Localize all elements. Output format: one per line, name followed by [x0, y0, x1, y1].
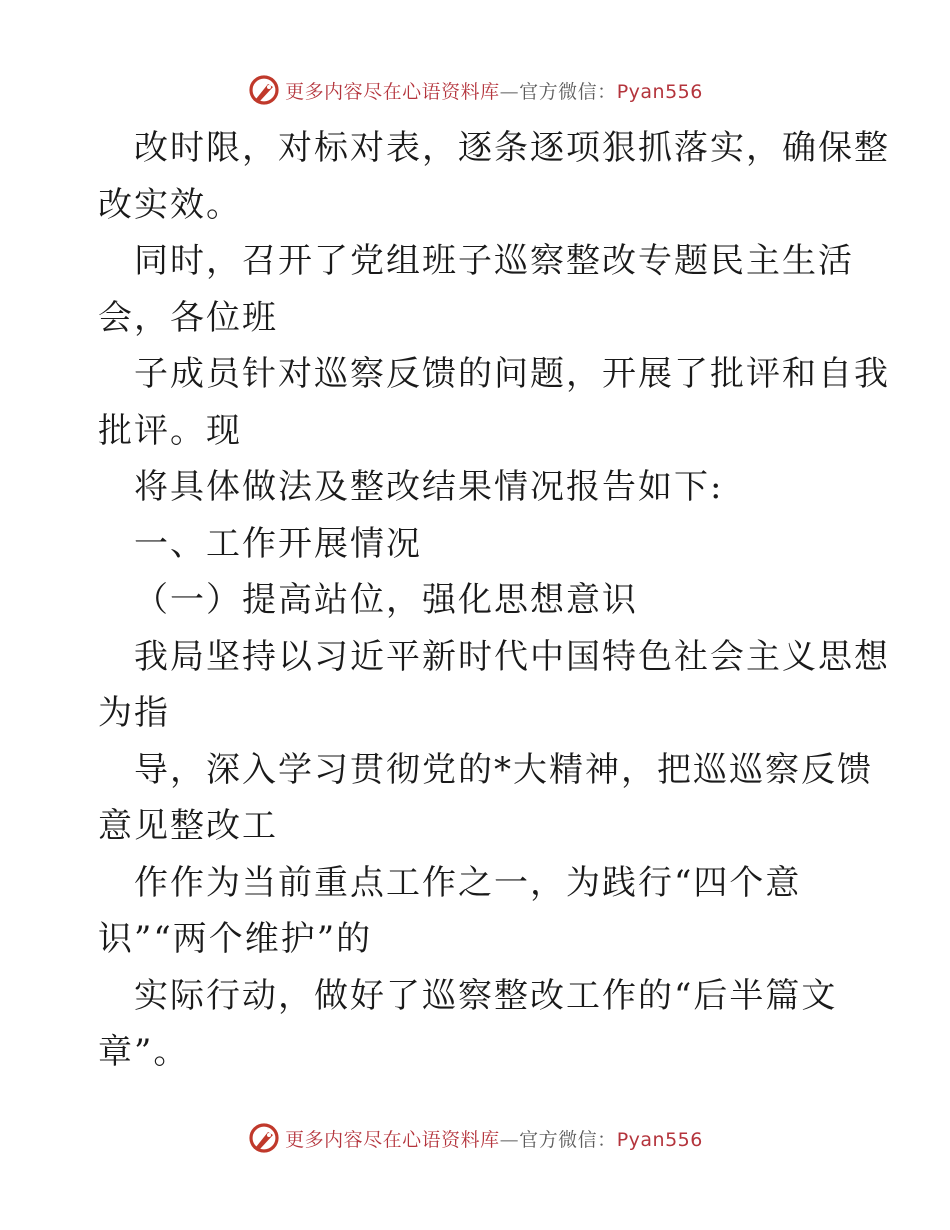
paragraph-line: 子成员针对巡察反馈的问题，开展了批评和自我 — [134, 354, 890, 394]
header-brand — [285, 77, 703, 104]
section-heading: 一、工作开展情况 — [134, 523, 422, 564]
document-body — [98, 120, 890, 1081]
subsection-heading: （一）提高站位，强化思想意识 — [134, 580, 638, 620]
header-brand-text: 更多内容尽在心语资料库 — [285, 80, 500, 103]
header-wechat-id: Pyan556 — [616, 80, 703, 103]
footer-brand — [285, 1125, 703, 1152]
paragraph-line: 为指 — [98, 693, 170, 733]
header-dash: — — [499, 80, 520, 103]
paragraph-line: 实际行动，做好了巡察整改工作的“后半篇文 — [134, 975, 838, 1016]
paragraph-line: 作作为当前重点工作之一，为践行“四个意 — [134, 862, 802, 903]
paragraph-line: 改实效。 — [98, 184, 242, 225]
paragraph-line: 我局坚持以习近平新时代中国特色社会主义思想 — [134, 636, 890, 677]
paragraph-line: 章”。 — [98, 1032, 190, 1072]
paragraph-line: 意见整改工 — [98, 806, 278, 846]
footer-dash: — — [499, 1128, 520, 1151]
footer-wechat-id: Pyan556 — [616, 1128, 703, 1151]
footer-brand-text: 更多内容尽在心语资料库 — [285, 1128, 500, 1151]
footer-banner — [0, 1118, 950, 1158]
paragraph-line: 导，深入学习贯彻党的*大精神，把巡巡察反馈 — [134, 749, 873, 790]
paragraph-line: 识”“两个维护”的 — [98, 919, 373, 959]
header-official-label: 官方微信： — [519, 80, 617, 103]
paragraph-line: 将具体做法及整改结果情况报告如下: — [134, 467, 724, 507]
pen-nib-circle-logo-icon — [247, 1121, 281, 1155]
footer-official-label: 官方微信： — [519, 1128, 617, 1151]
paragraph-line: 会，各位班 — [98, 297, 278, 338]
header-banner — [0, 70, 950, 110]
pen-nib-circle-logo-icon — [247, 73, 281, 107]
paragraph-line: 同时，召开了党组班子巡察整改专题民主生活 — [134, 241, 854, 281]
paragraph-line: 改时限，对标对表，逐条逐项狠抓落实，确保整 — [134, 128, 890, 168]
paragraph-line: 批评。现 — [98, 410, 242, 451]
